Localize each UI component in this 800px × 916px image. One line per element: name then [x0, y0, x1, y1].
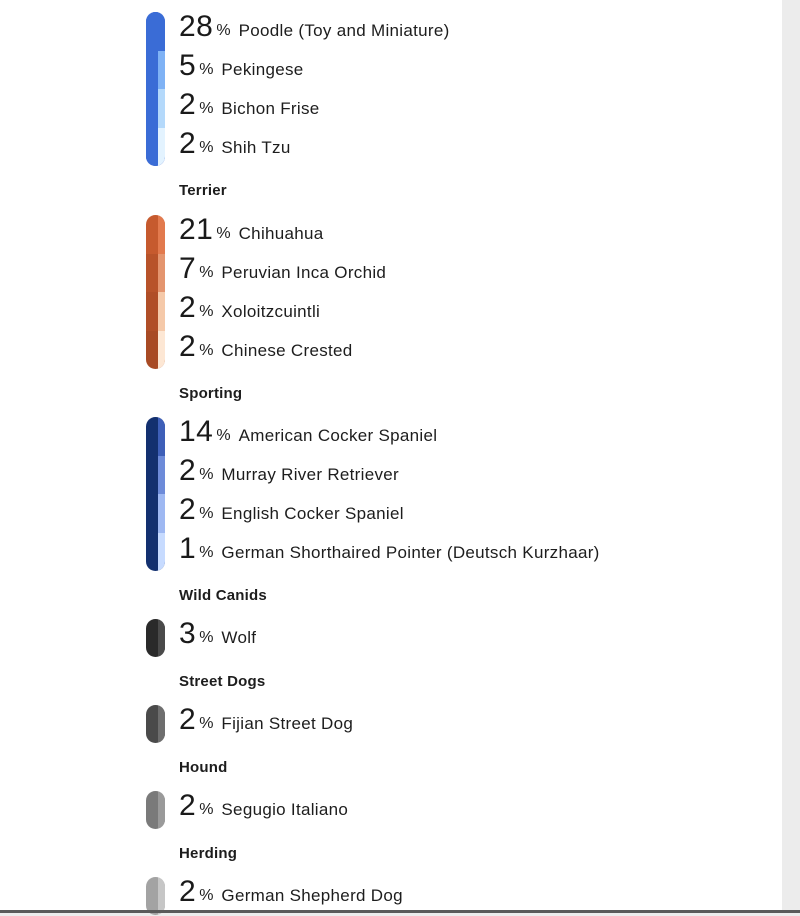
- group-heading-herding: Herding: [179, 845, 238, 862]
- percent-value: 1: [179, 531, 197, 565]
- bar-segment: [146, 417, 165, 456]
- percent-value: 14: [179, 415, 214, 449]
- bar-segment: [146, 791, 165, 829]
- breed-row[interactable]: [179, 417, 600, 456]
- percent-sign: %: [199, 543, 214, 561]
- percent-value: 2: [179, 454, 197, 488]
- percent-value: 2: [179, 126, 197, 160]
- percent-sign: %: [199, 504, 214, 522]
- breed-name: English Cocker Spaniel: [221, 503, 404, 523]
- percent-value: 2: [179, 703, 197, 737]
- bar-segment: [146, 215, 165, 254]
- percent-sign: %: [199, 264, 214, 282]
- bar-segment: [146, 619, 165, 657]
- group-heading-street-dogs: Street Dogs: [179, 673, 266, 690]
- breed-row[interactable]: [179, 254, 386, 293]
- breed-row[interactable]: [179, 619, 256, 658]
- breed-row[interactable]: [179, 705, 353, 744]
- percent-value: 2: [179, 875, 197, 909]
- percent-sign: %: [199, 302, 214, 320]
- percent-value: 28: [179, 10, 214, 44]
- percent-value: 2: [179, 789, 197, 823]
- breed-bar: [146, 215, 165, 369]
- percent-value: 7: [179, 252, 197, 286]
- bar-segment: [146, 12, 165, 51]
- breed-name: Chihuahua: [238, 224, 324, 244]
- breed-row[interactable]: [179, 128, 450, 167]
- group-heading-terrier: Terrier: [179, 182, 227, 199]
- bar-segment: [146, 89, 165, 128]
- bar-segment: [146, 254, 165, 293]
- breed-row[interactable]: [179, 492, 600, 534]
- breed-name: Shih Tzu: [221, 137, 291, 157]
- breed-row[interactable]: [179, 533, 600, 572]
- percent-value: 21: [179, 213, 214, 247]
- breed-bar: [146, 705, 165, 743]
- bar-segment: [146, 128, 165, 167]
- bar-segment: [146, 292, 165, 331]
- breed-row[interactable]: [179, 87, 450, 129]
- breed-bar: [146, 12, 165, 166]
- percent-sign: %: [199, 341, 214, 359]
- breed-row[interactable]: [179, 290, 386, 332]
- bar-segment: [146, 494, 165, 533]
- percent-sign: %: [199, 801, 214, 819]
- percent-sign: %: [199, 61, 214, 79]
- percent-sign: %: [199, 715, 214, 733]
- percent-value: 2: [179, 329, 197, 363]
- breed-name: Bichon Frise: [221, 98, 320, 118]
- percent-sign: %: [199, 887, 214, 905]
- breed-name: German Shepherd Dog: [221, 886, 403, 906]
- breed-row[interactable]: [179, 51, 450, 90]
- percent-sign: %: [216, 427, 231, 445]
- breed-row[interactable]: [179, 215, 386, 254]
- breed-row[interactable]: [179, 791, 348, 830]
- percent-sign: %: [216, 22, 231, 40]
- breed-name: Fijian Street Dog: [221, 714, 354, 734]
- breed-bar: [146, 417, 165, 571]
- breed-name: Poodle (Toy and Miniature): [238, 21, 450, 41]
- breed-row[interactable]: [179, 12, 450, 51]
- percent-sign: %: [199, 138, 214, 156]
- bar-segment: [146, 533, 165, 572]
- breed-name: American Cocker Spaniel: [238, 426, 438, 446]
- percent-value: 2: [179, 492, 197, 526]
- breed-name: Murray River Retriever: [221, 465, 399, 485]
- breed-list: [179, 12, 450, 167]
- percent-value: 5: [179, 49, 197, 83]
- percent-value: 3: [179, 617, 197, 651]
- breed-name: Peruvian Inca Orchid: [221, 263, 387, 283]
- bar-segment: [146, 51, 165, 90]
- bar-segment: [146, 331, 165, 370]
- breed-name: Pekingese: [221, 60, 304, 80]
- breed-row[interactable]: [179, 331, 386, 370]
- breed-list: [179, 705, 353, 744]
- percent-sign: %: [216, 225, 231, 243]
- breed-list: [179, 619, 256, 658]
- breed-name: Wolf: [221, 628, 257, 648]
- breed-bar: [146, 619, 165, 657]
- breed-list: [179, 791, 348, 830]
- breed-name: Xoloitzcuintli: [221, 301, 321, 321]
- percent-sign: %: [199, 99, 214, 117]
- percent-sign: %: [199, 629, 214, 647]
- breed-list: [179, 417, 600, 572]
- breed-name: Chinese Crested: [221, 340, 353, 360]
- bar-segment: [146, 705, 165, 743]
- percent-sign: %: [199, 466, 214, 484]
- breed-name: Segugio Italiano: [221, 800, 349, 820]
- group-heading-wild-canids: Wild Canids: [179, 587, 267, 604]
- breed-bar: [146, 791, 165, 829]
- group-heading-hound: Hound: [179, 759, 228, 776]
- percent-value: 2: [179, 290, 197, 324]
- percent-value: 2: [179, 87, 197, 121]
- breed-row[interactable]: [179, 456, 600, 495]
- breed-name: German Shorthaired Pointer (Deutsch Kurzhaar): [221, 542, 600, 562]
- bar-segment: [146, 456, 165, 495]
- breed-list: [179, 215, 386, 370]
- group-heading-sporting: Sporting: [179, 385, 243, 402]
